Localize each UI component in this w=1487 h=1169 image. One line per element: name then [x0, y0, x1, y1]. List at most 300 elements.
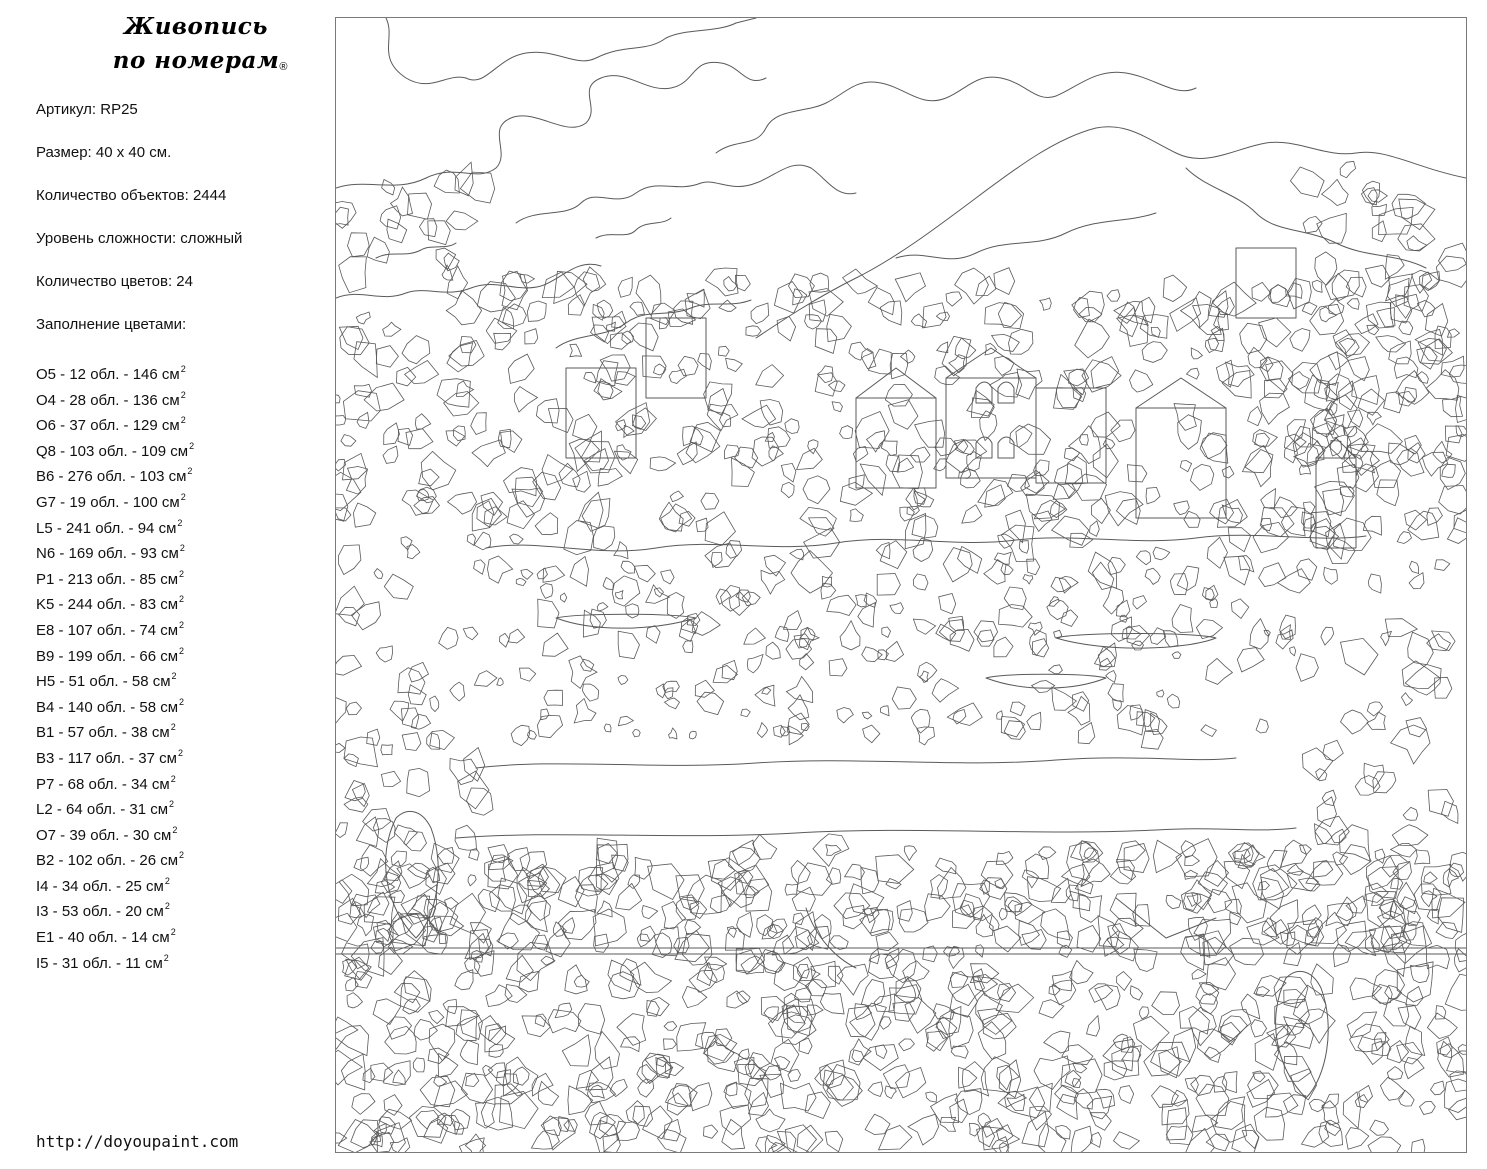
detail-region-outline — [736, 948, 765, 973]
detail-region-outline — [785, 419, 799, 434]
detail-region-outline — [1424, 872, 1438, 883]
color-fill-text: O6 - 37 обл. - 129 см — [36, 417, 180, 435]
detail-region-outline — [1422, 452, 1447, 476]
detail-region-outline — [1133, 1016, 1169, 1050]
detail-region-outline — [1442, 464, 1456, 477]
detail-region-outline — [500, 633, 510, 647]
detail-region-outline — [336, 1026, 369, 1056]
detail-region-outline — [994, 552, 1011, 564]
detail-region-outline — [414, 1020, 438, 1041]
detail-region-outline — [438, 848, 454, 864]
detail-region-outline — [837, 708, 854, 723]
detail-region-outline — [1426, 370, 1459, 401]
detail-region-outline — [1144, 1050, 1182, 1076]
detail-region-outline — [1290, 167, 1324, 197]
detail-region-outline — [1253, 1071, 1265, 1082]
detail-region-outline — [401, 977, 432, 1013]
detail-region-outline — [403, 999, 421, 1014]
detail-region-outline — [336, 586, 364, 615]
detail-region-outline — [467, 788, 493, 815]
detail-region-outline — [1054, 630, 1062, 638]
detail-region-outline — [1315, 816, 1349, 845]
detail-region-outline — [911, 314, 926, 327]
detail-region-outline — [402, 733, 421, 751]
detail-region-outline — [875, 1045, 887, 1059]
detail-region-outline — [1150, 628, 1166, 645]
detail-region-outline — [1408, 632, 1434, 665]
detail-region-outline — [1445, 1079, 1466, 1113]
color-fill-item — [36, 923, 194, 949]
detail-region-outline — [1145, 568, 1160, 584]
detail-region-outline — [1427, 508, 1443, 526]
detail-region-outline — [446, 211, 478, 230]
detail-region-outline — [761, 570, 785, 594]
detail-region-outline — [1454, 949, 1466, 972]
detail-region-outline — [926, 1031, 946, 1051]
detail-region-outline — [815, 329, 837, 354]
color-fill-item — [36, 411, 194, 437]
detail-region-outline — [543, 633, 569, 656]
detail-region-outline — [416, 1111, 439, 1130]
detail-region-outline — [861, 980, 884, 1007]
detail-region-outline — [911, 709, 930, 733]
detail-region-outline — [343, 453, 367, 480]
detail-region-outline — [1421, 864, 1451, 895]
detail-region-outline — [381, 771, 400, 786]
detail-region-outline — [936, 624, 956, 641]
detail-region-outline — [559, 463, 580, 487]
detail-region-outline — [1322, 790, 1336, 805]
detail-region-outline — [582, 684, 598, 701]
detail-region-outline — [880, 541, 907, 569]
detail-region-outline — [1028, 622, 1042, 635]
detail-region-outline — [1455, 929, 1466, 962]
detail-region-outline — [1127, 626, 1150, 646]
detail-region-outline — [626, 1101, 644, 1125]
detail-region-outline — [618, 277, 632, 297]
detail-region-outline — [1325, 270, 1359, 300]
detail-region-outline — [595, 1032, 620, 1070]
detail-region-outline — [376, 346, 398, 368]
detail-region-outline — [541, 1118, 575, 1150]
detail-region-outline — [777, 316, 796, 341]
detail-region-outline — [805, 315, 822, 329]
color-fill-item — [36, 616, 194, 642]
detail-region-outline — [1312, 280, 1322, 292]
objects-count-text: Количество объектов: 2444 — [36, 187, 227, 204]
detail-region-outline — [1365, 265, 1390, 287]
detail-region-outline — [1405, 435, 1422, 454]
detail-region-outline — [1084, 848, 1097, 860]
detail-region-outline — [347, 993, 362, 1008]
detail-region-outline — [622, 331, 634, 344]
detail-region-outline — [1001, 525, 1034, 562]
detail-region-outline — [1240, 323, 1267, 353]
detail-region-outline — [1189, 1007, 1217, 1045]
brand-line-1: Живопись — [124, 13, 268, 40]
detail-region-outline — [1435, 560, 1450, 571]
detail-region-outline — [1370, 1120, 1389, 1135]
detail-region-outline — [383, 322, 401, 336]
color-fill-item — [36, 386, 194, 412]
detail-region-outline — [1256, 719, 1268, 733]
detail-region-outline — [720, 1105, 751, 1135]
detail-region-outline — [1323, 740, 1343, 760]
detail-region-outline — [705, 543, 737, 568]
detail-region-outline — [645, 1054, 671, 1078]
detail-region-outline — [336, 202, 356, 229]
detail-region-outline — [456, 1016, 477, 1041]
detail-region-outline — [667, 592, 684, 618]
detail-region-outline — [1181, 292, 1212, 328]
detail-region-outline — [1284, 1057, 1311, 1082]
detail-region-outline — [938, 868, 966, 900]
detail-region-outline — [1314, 861, 1333, 877]
detail-region-outline — [719, 300, 736, 311]
detail-region-outline — [1251, 1020, 1267, 1037]
detail-region-outline — [593, 304, 604, 320]
detail-region-outline — [1184, 511, 1200, 527]
square-unit-exponent: 2 — [170, 773, 176, 784]
detail-region-outline — [1373, 772, 1396, 793]
detail-region-outline — [976, 993, 1003, 1025]
detail-region-outline — [1372, 204, 1387, 215]
detail-region-outline — [604, 724, 611, 732]
detail-region-outline — [880, 301, 902, 325]
detail-region-outline — [616, 883, 642, 910]
detail-region-outline — [1431, 1081, 1445, 1095]
detail-region-outline — [466, 1073, 479, 1086]
detail-region-outline — [985, 344, 997, 356]
detail-region-outline — [596, 844, 617, 864]
detail-region-outline — [642, 1053, 673, 1083]
square-unit-exponent: 2 — [164, 901, 170, 912]
detail-region-outline — [367, 237, 389, 263]
color-fill-text: B6 - 276 обл. - 103 см — [36, 468, 187, 486]
detail-region-outline — [926, 1092, 937, 1102]
detail-region-outline — [451, 1109, 469, 1130]
detail-region-outline — [1289, 372, 1310, 390]
detail-region-outline — [800, 654, 814, 670]
detail-region-outline — [1095, 647, 1116, 667]
detail-region-outline — [636, 275, 661, 315]
detail-region-outline — [405, 361, 439, 384]
detail-region-outline — [815, 373, 837, 396]
detail-region-outline — [766, 642, 780, 659]
detail-region-outline — [827, 595, 856, 615]
detail-region-outline — [364, 897, 395, 925]
detail-region-outline — [638, 1079, 654, 1098]
color-fill-text: E1 - 40 обл. - 14 см — [36, 929, 170, 947]
color-fill-text: I5 - 31 обл. - 11 см — [36, 954, 163, 972]
detail-region-outline — [465, 958, 480, 974]
square-unit-exponent: 2 — [180, 415, 186, 426]
detail-region-outline — [382, 180, 395, 195]
detail-region-outline — [725, 445, 740, 459]
detail-region-outline — [1341, 638, 1379, 675]
detail-region-outline — [732, 458, 755, 487]
detail-region-outline — [1118, 302, 1135, 323]
detail-region-outline — [598, 379, 622, 400]
detail-region-outline — [1191, 1075, 1215, 1095]
detail-region-outline — [1379, 207, 1414, 234]
detail-region-outline — [336, 395, 340, 403]
detail-region-outline — [1022, 870, 1038, 888]
detail-region-outline — [1185, 1078, 1198, 1093]
detail-region-outline — [955, 268, 989, 304]
detail-region-outline — [603, 577, 613, 589]
detail-region-outline — [785, 884, 798, 895]
detail-region-outline — [590, 609, 606, 628]
detail-region-outline — [897, 901, 912, 922]
detail-region-outline — [737, 912, 753, 937]
detail-region-outline — [1201, 725, 1217, 737]
detail-region-outline — [494, 333, 511, 350]
detail-region-outline — [677, 1023, 706, 1051]
detail-region-outline — [398, 428, 413, 445]
detail-region-outline — [843, 906, 865, 929]
detail-region-outline — [633, 415, 646, 430]
detail-region-outline — [1090, 1113, 1111, 1131]
color-fill-item — [36, 590, 194, 616]
detail-region-outline — [336, 698, 346, 723]
detail-region-outline — [393, 1070, 405, 1085]
cloud-outline — [376, 243, 456, 258]
detail-region-outline — [1296, 654, 1318, 682]
boat-outline — [986, 674, 1106, 688]
detail-region-outline — [1333, 852, 1348, 865]
detail-region-outline — [1340, 161, 1355, 178]
detail-region-outline — [950, 629, 974, 651]
detail-region-outline — [633, 729, 641, 737]
detail-region-outline — [996, 984, 1033, 1012]
detail-region-outline — [1053, 484, 1075, 499]
detail-region-outline — [1054, 464, 1082, 499]
detail-region-outline — [983, 1013, 1016, 1039]
detail-region-outline — [1384, 998, 1409, 1026]
color-fill-item — [36, 462, 194, 488]
difficulty-text: Уровень сложности: сложный — [36, 230, 243, 247]
color-fill-text: P1 - 213 обл. - 85 см — [36, 570, 179, 588]
detail-region-outline — [1363, 516, 1381, 535]
detail-region-outline — [822, 576, 831, 587]
detail-region-outline — [827, 1075, 863, 1106]
detail-region-outline — [1324, 567, 1338, 584]
detail-region-outline — [1231, 599, 1248, 619]
detail-region-outline — [1420, 1101, 1436, 1114]
detail-region-outline — [962, 505, 982, 523]
detail-region-outline — [460, 1040, 478, 1065]
detail-region-outline — [1347, 446, 1379, 475]
detail-region-outline — [1399, 1090, 1414, 1106]
detail-region-outline — [586, 1057, 613, 1090]
detail-region-outline — [793, 957, 815, 987]
detail-region-outline — [385, 1026, 417, 1054]
detail-region-outline — [488, 556, 513, 583]
detail-region-outline — [863, 1045, 898, 1071]
color-fill-item — [36, 770, 194, 796]
detail-region-outline — [1184, 870, 1197, 879]
detail-region-outline — [593, 909, 626, 946]
detail-region-outline — [1062, 864, 1090, 885]
detail-region-outline — [869, 949, 879, 964]
detail-region-outline — [1230, 938, 1264, 965]
detail-region-outline — [525, 329, 538, 344]
detail-region-outline — [1206, 585, 1218, 600]
detail-region-outline — [1447, 329, 1459, 337]
building-outline — [1236, 248, 1296, 318]
detail-region-outline — [1239, 556, 1254, 572]
color-fill-item — [36, 821, 194, 847]
detail-region-outline — [1281, 840, 1307, 867]
detail-region-outline — [799, 1038, 812, 1054]
detail-region-outline — [1146, 487, 1160, 504]
detail-region-outline — [958, 1067, 977, 1088]
detail-region-outline — [618, 675, 628, 684]
detail-region-outline — [726, 928, 745, 950]
detail-region-outline — [621, 561, 635, 573]
detail-region-outline — [1270, 285, 1286, 303]
detail-region-outline — [353, 503, 375, 527]
detail-region-outline — [1172, 652, 1181, 659]
detail-region-outline — [669, 369, 686, 383]
detail-region-outline — [1306, 862, 1343, 885]
detail-region-outline — [1181, 841, 1196, 858]
detail-region-outline — [908, 1114, 939, 1145]
detail-region-outline — [429, 1010, 444, 1023]
detail-region-outline — [885, 384, 912, 406]
detail-region-outline — [1224, 556, 1250, 585]
detail-region-outline — [1411, 1139, 1425, 1152]
boat-outline — [556, 614, 696, 628]
detail-region-outline — [1325, 1122, 1341, 1136]
detail-region-outline — [1023, 575, 1033, 585]
color-fill-item — [36, 437, 194, 463]
detail-region-outline — [775, 627, 789, 642]
website-url[interactable]: http://doyoupaint.com — [36, 1132, 239, 1151]
detail-region-outline — [1411, 965, 1430, 983]
plant-outline — [1116, 898, 1216, 938]
detail-region-outline — [1130, 986, 1142, 1000]
detail-region-outline — [1070, 961, 1094, 984]
detail-region-outline — [1140, 1007, 1149, 1019]
detail-region-outline — [597, 603, 608, 611]
detail-region-outline — [394, 825, 417, 845]
detail-region-outline — [614, 542, 628, 559]
detail-region-outline — [1415, 850, 1430, 864]
detail-region-outline — [852, 1050, 864, 1062]
detail-region-outline — [1092, 562, 1113, 589]
detail-region-outline — [618, 716, 633, 725]
detail-region-outline — [1406, 718, 1427, 737]
detail-region-outline — [1106, 671, 1116, 683]
detail-region-outline — [1117, 600, 1130, 617]
detail-region-outline — [336, 1050, 362, 1085]
detail-region-outline — [695, 680, 714, 697]
detail-region-outline — [626, 604, 639, 618]
detail-region-outline — [381, 745, 393, 755]
square-unit-exponent: 2 — [179, 594, 185, 605]
detail-region-outline — [820, 993, 844, 1014]
detail-region-outline — [958, 546, 982, 573]
detail-region-outline — [939, 594, 956, 614]
color-fill-text: B4 - 140 обл. - 58 см — [36, 698, 179, 716]
detail-region-outline — [521, 569, 533, 579]
detail-region-outline — [1391, 725, 1430, 764]
square-unit-exponent: 2 — [180, 389, 186, 400]
cloud-outline — [596, 218, 671, 238]
detail-region-outline — [978, 480, 1013, 506]
detail-region-outline — [391, 851, 406, 866]
detail-region-outline — [757, 723, 767, 738]
detail-region-outline — [1367, 712, 1385, 729]
detail-region-outline — [1228, 528, 1251, 552]
detail-region-outline — [1364, 763, 1384, 788]
detail-region-outline — [1049, 665, 1063, 674]
water-outline — [456, 828, 1296, 838]
detail-region-outline — [1421, 891, 1437, 907]
detail-region-outline — [1247, 1080, 1275, 1108]
square-unit-exponent: 2 — [179, 619, 185, 630]
detail-region-outline — [756, 1109, 785, 1132]
detail-region-outline — [387, 219, 407, 243]
detail-region-outline — [1290, 647, 1296, 656]
detail-region-outline — [1192, 969, 1206, 979]
detail-region-outline — [336, 207, 349, 225]
detail-region-outline — [1336, 897, 1357, 921]
detail-region-outline — [542, 272, 574, 298]
detail-region-outline — [879, 1126, 912, 1150]
detail-region-outline — [1190, 464, 1213, 490]
cloud-outline — [386, 18, 756, 84]
detail-region-outline — [1409, 573, 1424, 589]
detail-region-outline — [1248, 347, 1267, 368]
detail-region-outline — [513, 1067, 529, 1085]
detail-region-outline — [682, 986, 706, 1007]
square-unit-exponent: 2 — [164, 875, 170, 886]
detail-region-outline — [786, 677, 812, 703]
detail-region-outline — [1183, 1128, 1214, 1152]
detail-region-outline — [1392, 825, 1428, 846]
detail-region-outline — [574, 272, 599, 306]
detail-region-outline — [936, 312, 949, 321]
detail-region-outline — [1343, 1092, 1360, 1129]
detail-region-outline — [811, 961, 836, 988]
detail-region-outline — [904, 846, 916, 861]
detail-region-outline — [1233, 843, 1254, 864]
detail-region-outline — [455, 1121, 464, 1134]
detail-region-outline — [1398, 391, 1415, 406]
detail-region-outline — [646, 626, 660, 644]
detail-region-outline — [397, 367, 416, 386]
detail-region-outline — [937, 342, 948, 353]
detail-region-outline — [1167, 694, 1179, 708]
detail-region-outline — [781, 463, 796, 482]
detail-region-outline — [1162, 1100, 1189, 1125]
detail-region-outline — [1001, 563, 1013, 574]
detail-region-outline — [1074, 1089, 1093, 1109]
color-fill-text: I4 - 34 обл. - 25 см — [36, 877, 164, 895]
detail-region-outline — [797, 448, 823, 469]
detail-region-outline — [826, 845, 841, 856]
detail-region-outline — [1329, 299, 1345, 315]
square-unit-exponent: 2 — [163, 952, 169, 963]
detail-region-outline — [1458, 1045, 1466, 1055]
detail-region-outline — [1255, 433, 1270, 447]
detail-region-outline — [1090, 521, 1100, 536]
detail-region-outline — [1204, 1047, 1220, 1062]
detail-region-outline — [664, 1039, 677, 1050]
